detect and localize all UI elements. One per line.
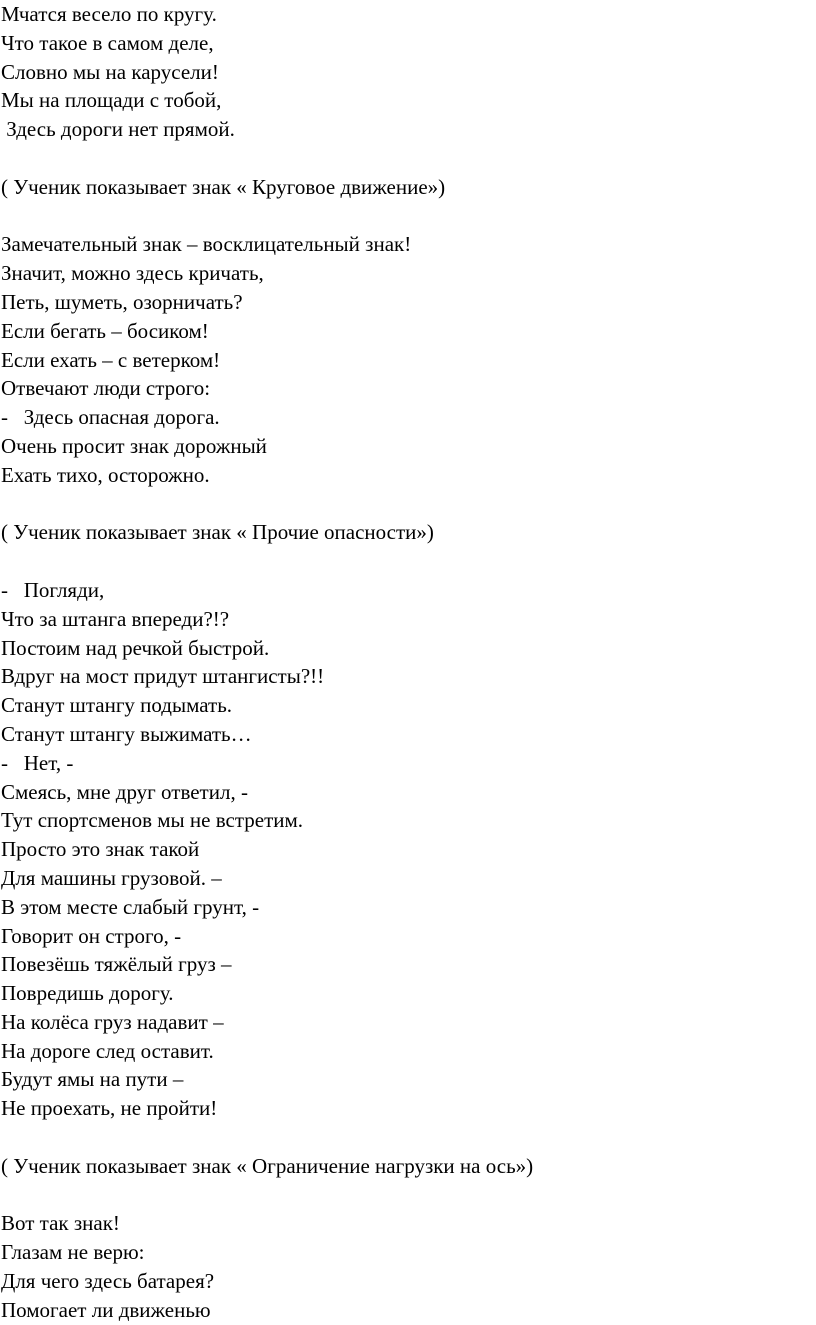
- text-line: На дороге след оставит.: [1, 1038, 214, 1063]
- text-line: На колёса груз надавит –: [1, 1009, 224, 1034]
- text-line: Отвечают люди строго:: [1, 376, 211, 401]
- text-line: Повредишь дорогу.: [1, 981, 174, 1006]
- text-line: Если ехать – с ветерком!: [1, 347, 221, 372]
- text-line: Вот так знак!: [1, 1211, 120, 1236]
- text-line: Петь, шуметь, озорничать?: [1, 289, 243, 314]
- blank-line: [1, 547, 816, 576]
- text-line: Помогает ли движенью: [1, 1297, 211, 1322]
- text-line: Ехать тихо, осторожно.: [1, 462, 210, 487]
- text-line: Станут штангу выжимать…: [1, 721, 252, 746]
- text-line: Что такое в самом деле,: [1, 30, 214, 55]
- blank-line: [1, 1123, 816, 1152]
- stage-direction: ( Ученик показывает знак « Прочие опасности»): [1, 520, 434, 545]
- text-line: - Здесь опасная дорога.: [1, 405, 220, 430]
- text-line: Вдруг на мост придут штангисты?!!: [1, 664, 325, 689]
- stage-direction: ( Ученик показывает знак « Ограничение нагрузки на ось»): [1, 1153, 534, 1178]
- text-line: Просто это знак такой: [1, 837, 200, 862]
- text-line: Мы на площади с тобой,: [1, 88, 222, 113]
- text-line: Значит, можно здесь кричать,: [1, 261, 264, 286]
- text-line: Замечательный знак – восклицательный знак!: [1, 232, 412, 257]
- blank-line: [1, 144, 816, 173]
- text-line: Если бегать – босиком!: [1, 318, 209, 343]
- blank-line: [1, 490, 816, 519]
- text-line: Мчатся весело по кругу.: [1, 2, 217, 26]
- text-line: Не проехать, не пройти!: [1, 1096, 218, 1121]
- text-line: Будут ямы на пути –: [1, 1067, 184, 1092]
- text-line: Станут штангу подымать.: [1, 693, 233, 718]
- text-line: Постоим над речкой быстрой.: [1, 635, 270, 660]
- text-line: В этом месте слабый грунт, -: [1, 894, 260, 919]
- text-line: Повезёшь тяжёлый груз –: [1, 952, 232, 977]
- text-line: Смеясь, мне друг ответил, -: [1, 779, 248, 804]
- blank-line: [1, 202, 816, 231]
- text-line: Тут спортсменов мы не встретим.: [1, 808, 304, 833]
- stage-direction: ( Ученик показывает знак « Круговое движение»): [1, 174, 446, 199]
- text-line: Здесь дороги нет прямой.: [1, 117, 235, 142]
- text-line: - Нет, -: [1, 750, 74, 775]
- text-line: Для машины грузовой. –: [1, 865, 222, 890]
- text-line: Очень просит знак дорожный: [1, 433, 267, 458]
- blank-line: [1, 1181, 816, 1210]
- text-line: - Погляди,: [1, 577, 105, 602]
- text-line: Словно мы на карусели!: [1, 59, 219, 84]
- text-line: Что за штанга впереди?!?: [1, 606, 230, 631]
- text-line: Глазам не верю:: [1, 1240, 145, 1265]
- text-line: Для чего здесь батарея?: [1, 1269, 215, 1294]
- text-line: Говорит он строго, -: [1, 923, 182, 948]
